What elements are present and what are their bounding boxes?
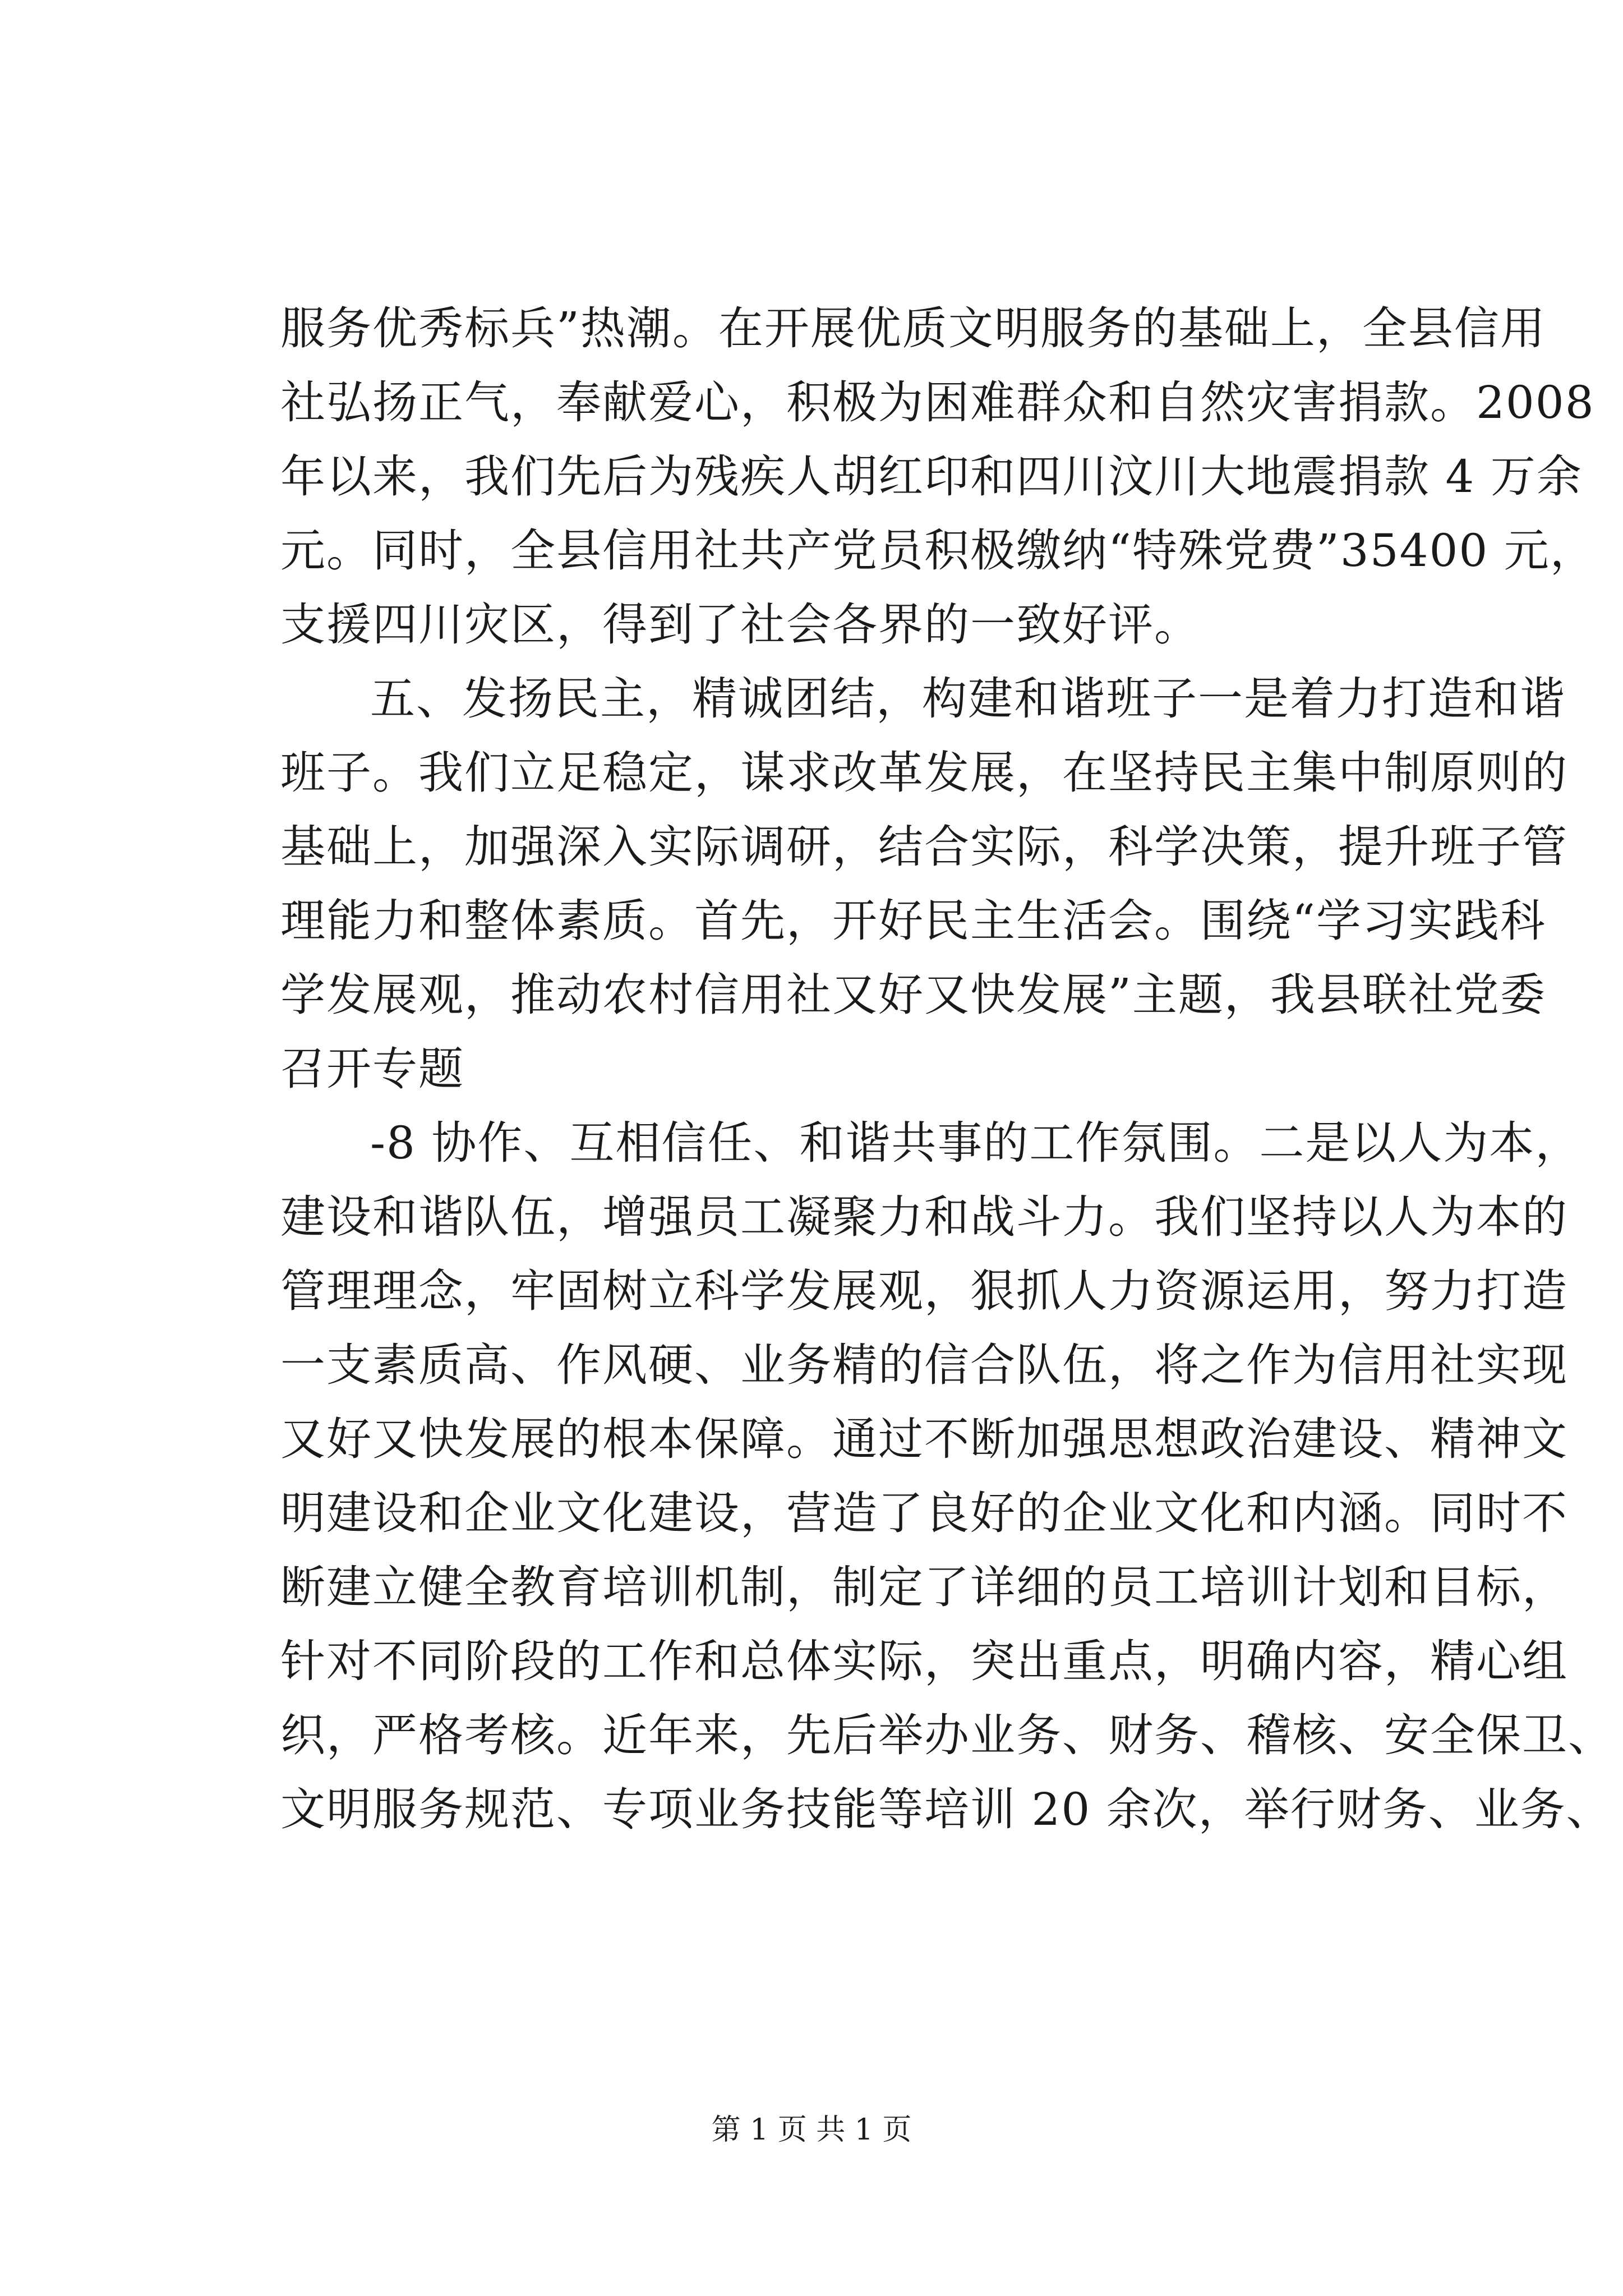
text-line: 断建立健全教育培训机制，制定了详细的员工培训计划和目标， [280,1561,1568,1613]
text-line: 召开专题 [280,1043,464,1095]
text-line: 服务优秀标兵”热潮。在开展优质文明服务的基础上，全县信用 [280,302,1546,355]
text-line: 又好又快发展的根本保障。通过不断加强思想政治建设、精神文 [280,1413,1568,1465]
text-line: 建设和谐队伍，增强员工凝聚力和战斗力。我们坚持以人为本的 [280,1191,1568,1243]
document-body [280,292,1614,1847]
text-line: 社弘扬正气，奉献爱心，积极为困难群众和自然灾害捐款。2008 [280,376,1595,429]
text-line: 学发展观，推动农村信用社又好又快发展”主题，我县联社党委 [280,969,1546,1021]
text-line: 元。同时，全县信用社共产党员积极缴纳“特殊党费”35400 元， [280,524,1596,577]
text-line: 织，严格考核。近年来，先后举办业务、财务、稽核、安全保卫、 [280,1709,1614,1761]
text-line: 文明服务规范、专项业务技能等培训 20 余次，举行财务、业务、 [280,1783,1612,1835]
text-line: 年以来，我们先后为残疾人胡红印和四川汶川大地震捐款 4 万余 [280,450,1583,503]
text-line: 针对不同阶段的工作和总体实际，突出重点，明确内容，精心组 [280,1635,1568,1687]
page-footer: 第 1 页 共 1 页 [711,2113,912,2147]
text-line: 一支素质高、作风硬、业务精的信合队伍，将之作为信用社实现 [280,1339,1568,1391]
text-line: 基础上，加强深入实际调研，结合实际，科学决策，提升班子管 [280,821,1568,873]
paragraph-start-line: 五、发扬民主，精诚团结，构建和谐班子一是着力打造和谐 [370,673,1566,725]
paragraph-start-line: -8 协作、互相信任、和谐共事的工作氛围。二是以人为本， [370,1117,1581,1169]
text-line: 理能力和整体素质。首先，开好民主生活会。围绕“学习实践科 [280,895,1546,947]
text-line: 管理理念，牢固树立科学发展观，狠抓人力资源运用，努力打造 [280,1265,1568,1317]
text-line: 支援四川灾区，得到了社会各界的一致好评。 [280,599,1200,651]
text-line: 班子。我们立足稳定，谋求改革发展，在坚持民主集中制原则的 [280,747,1568,799]
text-line: 明建设和企业文化建设，营造了良好的企业文化和内涵。同时不 [280,1487,1568,1539]
